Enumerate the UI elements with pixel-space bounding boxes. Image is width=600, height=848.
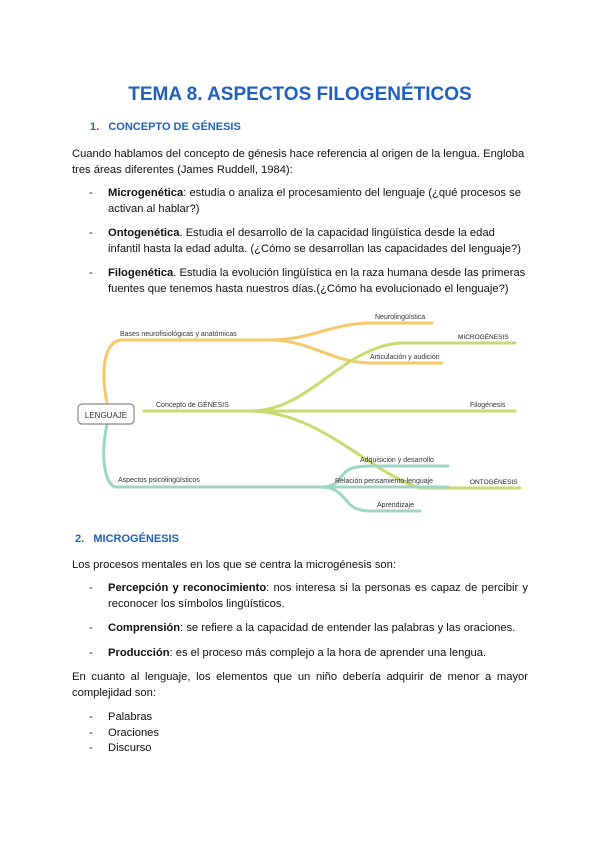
definition: . Estudia la evolución lingüística en la raza humana desde las primeras fuentes que tenemos hasta nuestros días.(¿Cómo ha evolucionado el lenguaje?) <box>108 267 526 295</box>
connector-orange-root <box>104 340 120 403</box>
bullet-dash: - <box>89 711 93 723</box>
bullet-dash: - <box>89 267 93 279</box>
bullet-dash: - <box>89 187 93 199</box>
bullet-dash: - <box>89 227 93 239</box>
section-2-number: 2. <box>75 533 85 545</box>
list-item-palabras: Palabras <box>108 711 153 723</box>
branch-label-top: Bases neurofisiológicas y anatómicas <box>120 331 237 338</box>
term: Producción <box>108 647 170 659</box>
section-2-paragraph: En cuanto al lenguaje, los elementos que un niño debería adquirir de menor a mayor complejidad son: <box>72 671 528 699</box>
leaf-label-relacion: Relación pensamiento-lenguaje <box>335 478 434 485</box>
leaf-label-microgenesis: MICROGÉNESIS <box>458 334 509 341</box>
section-1-intro: Cuando hablamos del concepto de génesis hace referencia al origen de la lengua. Engloba tres áreas diferentes (James Ruddell, 1984): <box>72 148 525 176</box>
list-item-ontogenetica <box>108 225 528 257</box>
definition: : estudia o analiza el procesamiento del lenguaje (¿qué procesos se activan al hablar?) <box>108 187 521 215</box>
term: Filogenética <box>108 267 174 279</box>
section-1-number: 1. <box>90 121 100 133</box>
bullet-dash: - <box>89 622 93 634</box>
mind-map-diagram <box>70 298 540 528</box>
list-item-discurso: Discurso <box>108 742 152 754</box>
section-2-title: MICROGÉNESIS <box>93 533 179 545</box>
bullet-dash: - <box>89 582 93 594</box>
leaf-label-neuro: Neurolingüística <box>375 314 426 321</box>
term: Comprensión <box>108 622 181 634</box>
root-node-label: LENGUAJE <box>84 411 128 420</box>
leaf-label-filogenesis: Filogénesis <box>470 402 506 409</box>
definition: . Estudia el desarrollo de la capacidad lingüística desde la edad infantil hasta la edad adulta. (¿Cómo se desarrollan las capacidades del lenguaje?) <box>108 227 521 255</box>
list-item-oraciones: Oraciones <box>108 727 159 739</box>
section-1-title: CONCEPTO DE GÉNESIS <box>108 121 241 133</box>
term: Percepción y reconocimiento <box>108 582 267 594</box>
term: Ontogenética <box>108 227 180 239</box>
bullet-dash: - <box>89 742 93 754</box>
leaf-label-articulacion: Articulación y audición <box>370 354 440 361</box>
bullet-dash: - <box>89 647 93 659</box>
section-2-heading <box>75 533 179 545</box>
branch-label-bottom: Aspectos psicolingüísticos <box>118 477 200 484</box>
definition: : es el proceso más complejo a la hora de aprender una lengua. <box>169 647 487 659</box>
leaf-label-adquisicion: Adquisición y desarrollo <box>360 457 434 464</box>
connector-green-down <box>250 411 520 488</box>
bullet-dash: - <box>89 727 93 739</box>
branch-label-mid: Concepto de GÉNESIS <box>156 402 229 409</box>
leaf-label-ontogenesis: ONTOGÉNESIS <box>470 479 518 486</box>
section-2-intro: Los procesos mentales en los que se centra la microgénesis son: <box>72 559 396 571</box>
list-item-percepcion <box>108 580 528 612</box>
term: Microgenética <box>108 187 184 199</box>
leaf-label-aprendizaje: Aprendizaje <box>377 502 414 509</box>
section-1-heading <box>90 121 241 133</box>
list-item-microgenetica <box>108 185 528 217</box>
page-title: TEMA 8. ASPECTOS FILOGENÉTICOS <box>128 84 472 105</box>
list-item-produccion <box>108 645 528 661</box>
definition: : se refiere a la capacidad de entender las palabras y las oraciones. <box>180 622 516 634</box>
definition: : nos interesa si la personas es capaz de percibir y reconocer los símbolos lingüísticos. <box>108 582 528 610</box>
list-item-filogenetica <box>108 265 528 297</box>
connector-teal-root <box>104 424 115 487</box>
list-item-comprension <box>108 620 528 636</box>
